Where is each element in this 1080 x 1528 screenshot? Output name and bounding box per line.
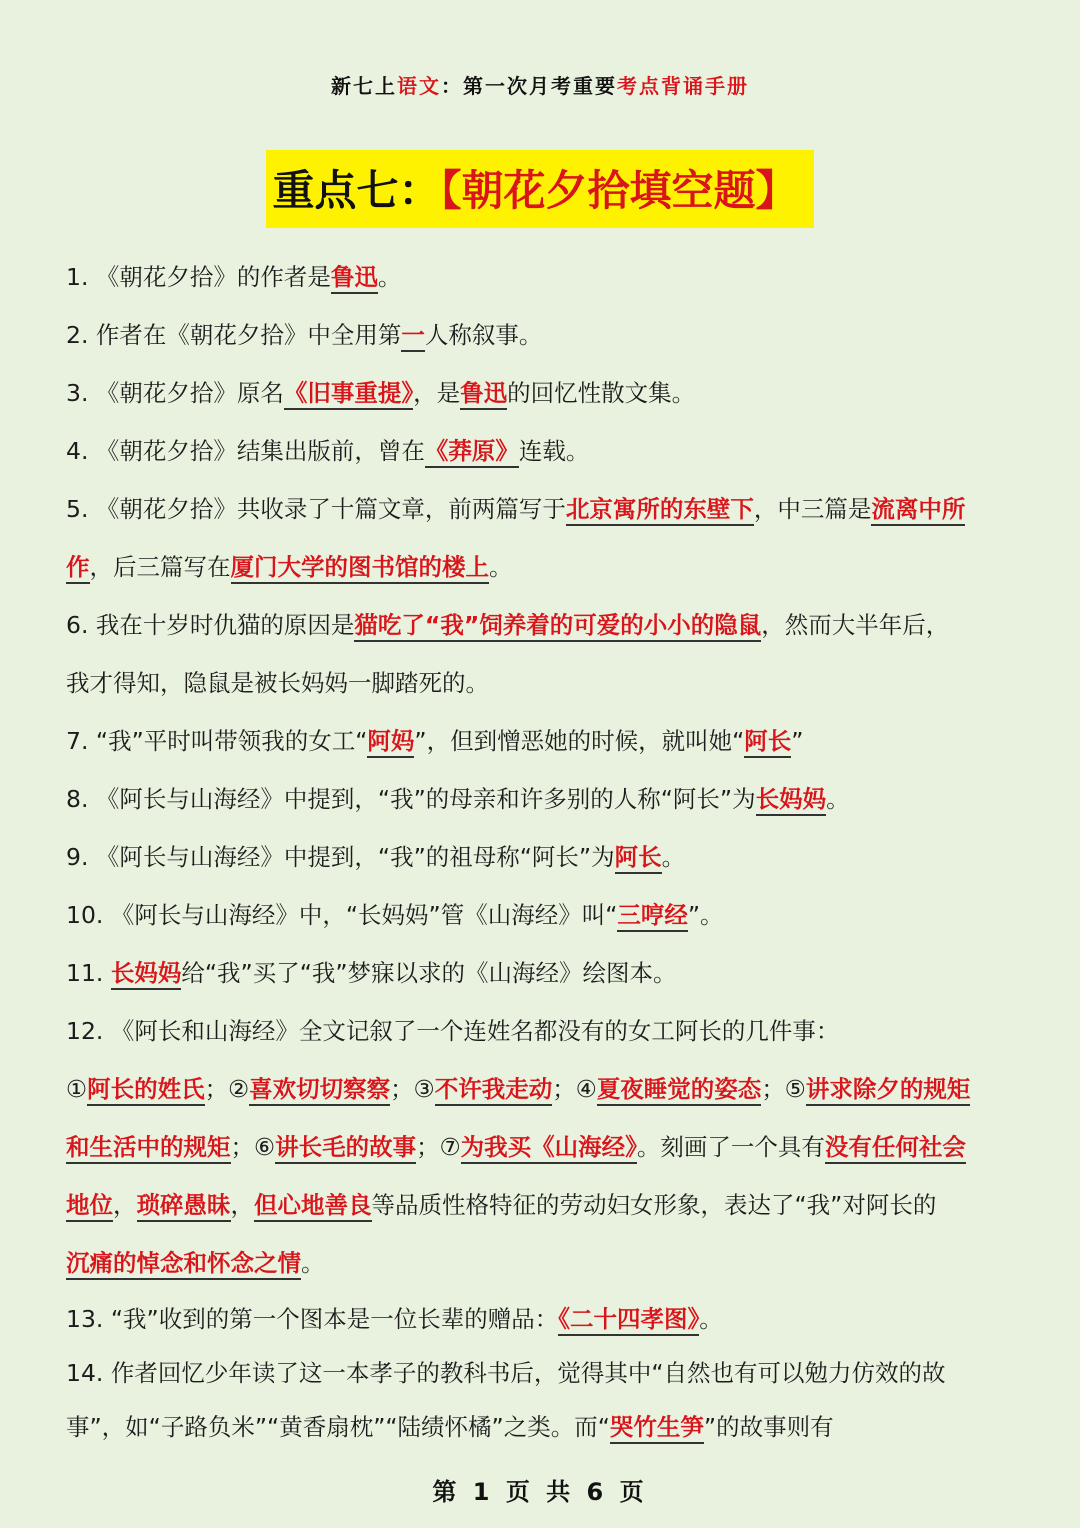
question-10: 10. 《阿长与山海经》中，“长妈妈”管《山海经》叫“三哼经”。 xyxy=(66,886,1018,944)
answer: 阿妈 xyxy=(367,727,414,758)
section-heading: 重点七：【朝花夕拾填空题】 xyxy=(266,150,813,228)
answer: 一 xyxy=(401,321,425,352)
answer: 沉痛的悼念和怀念之情 xyxy=(66,1249,301,1280)
answer: 琐碎愚昧 xyxy=(137,1191,231,1222)
answer: 猫吃了“我”饲养着的可爱的小小的隐鼠 xyxy=(354,611,761,642)
answer: 阿长的姓氏 xyxy=(87,1075,205,1106)
question-11: 11. 长妈妈给“我”买了“我”梦寐以求的《山海经》绘图本。 xyxy=(66,944,1018,1002)
answer: 《莽原》 xyxy=(425,437,519,468)
answer: 讲求除夕的规矩 xyxy=(806,1075,971,1106)
answer: 流离中所 xyxy=(871,495,965,526)
answer: 讲长毛的故事 xyxy=(275,1133,416,1164)
answer: 和生活中的规矩 xyxy=(66,1133,231,1164)
page-footer: 第 1 页 共 6 页 xyxy=(432,1478,648,1506)
question-3: 3. 《朝花夕拾》原名《旧事重提》，是鲁迅的回忆性散文集。 xyxy=(66,364,1018,422)
question-14-line-1: 14. 作者回忆少年读了这一本孝子的教科书后，觉得其中“自然也有可以勉力仿效的故 xyxy=(66,1359,946,1387)
question-5-line-1: 5. 《朝花夕拾》共收录了十篇文章，前两篇写于北京寓所的东壁下，中三篇是流离中所 xyxy=(66,480,1018,538)
question-12-line-2: ①阿长的姓氏；②喜欢切切察察；③不许我走动；④夏夜睡觉的姿态；⑤讲求除夕的规矩 xyxy=(66,1060,1018,1118)
question-13: 13. “我”收到的第一个图本是一位长辈的赠品：《二十四孝图》。 xyxy=(66,1292,1018,1346)
answer: 厦门大学的图书馆的楼上 xyxy=(231,553,490,584)
answer: 阿长 xyxy=(744,727,791,758)
answer: 地位 xyxy=(66,1191,113,1222)
question-12-line-3: 和生活中的规矩；⑥讲长毛的故事；⑦为我买《山海经》。刻画了一个具有没有任何社会 xyxy=(66,1118,1018,1176)
answer: 《旧事重提》 xyxy=(284,379,413,410)
answer: 夏夜睡觉的姿态 xyxy=(597,1075,762,1106)
question-6-line-2: 我才得知，隐鼠是被长妈妈一脚踏死的。 xyxy=(66,669,489,697)
question-12-line-1: 12. 《阿长和山海经》全文记叙了一个连姓名都没有的女工阿长的几件事： xyxy=(66,1017,840,1045)
question-9: 9. 《阿长与山海经》中提到，“我”的祖母称“阿长”为阿长。 xyxy=(66,828,1018,886)
answer: 鲁迅 xyxy=(331,263,378,294)
question-14-line-2: 事”，如“子路负米”“黄香扇枕”“陆绩怀橘”之类。而“哭竹生笋”的故事则有 xyxy=(66,1400,1018,1454)
answer: 作 xyxy=(66,553,90,584)
answer: 但心地善良 xyxy=(254,1191,372,1222)
answer: 阿长 xyxy=(615,843,662,874)
answer: 北京寓所的东壁下 xyxy=(566,495,754,526)
question-list xyxy=(66,248,1018,1454)
question-12-line-4: 地位，琐碎愚昧，但心地善良等品质性格特征的劳动妇女形象，表达了“我”对阿长的 xyxy=(66,1176,1018,1234)
question-5-line-2: 作，后三篇写在厦门大学的图书馆的楼上。 xyxy=(66,538,1018,596)
section-heading-wrap xyxy=(0,150,1080,228)
answer: 三哼经 xyxy=(617,901,688,932)
answer: 不许我走动 xyxy=(435,1075,553,1106)
question-1: 1. 《朝花夕拾》的作者是鲁迅。 xyxy=(66,248,1018,306)
answer: 鲁迅 xyxy=(460,379,507,410)
question-6-line-1: 6. 我在十岁时仇猫的原因是猫吃了“我”饲养着的可爱的小小的隐鼠，然而大半年后， xyxy=(66,596,1018,654)
question-12-line-5: 沉痛的悼念和怀念之情。 xyxy=(66,1234,1018,1292)
question-7: 7. “我”平时叫带领我的女工“阿妈”，但到憎恶她的时候，就叫她“阿长” xyxy=(66,712,1018,770)
answer: 为我买《山海经》 xyxy=(461,1133,637,1164)
answer: 喜欢切切察察 xyxy=(249,1075,390,1106)
answer: 《二十四孝图》 xyxy=(558,1305,699,1336)
answer: 没有任何社会 xyxy=(825,1133,966,1164)
answer: 长妈妈 xyxy=(111,959,182,990)
page-title: 新七上语文：第一次月考重要考点背诵手册 xyxy=(331,74,749,98)
question-4: 4. 《朝花夕拾》结集出版前，曾在《莽原》连载。 xyxy=(66,422,1018,480)
answer: 长妈妈 xyxy=(756,785,827,816)
answer: 哭竹生笋 xyxy=(610,1413,704,1444)
question-2: 2. 作者在《朝花夕拾》中全用第一人称叙事。 xyxy=(66,306,1018,364)
question-8: 8. 《阿长与山海经》中提到，“我”的母亲和许多别的人称“阿长”为长妈妈。 xyxy=(66,770,1018,828)
